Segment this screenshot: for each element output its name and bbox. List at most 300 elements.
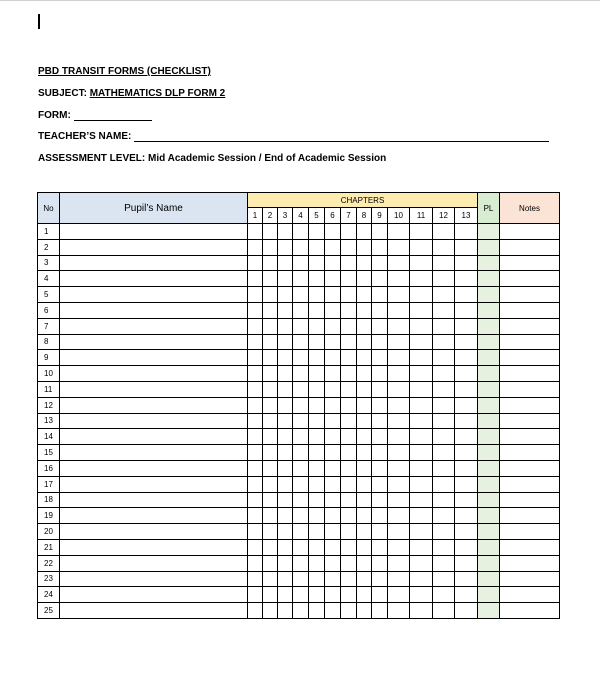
chapter-check-cell[interactable] — [309, 508, 325, 524]
pl-cell[interactable] — [478, 334, 500, 350]
chapter-check-cell[interactable] — [309, 571, 325, 587]
notes-cell[interactable] — [500, 350, 560, 366]
chapter-check-cell[interactable] — [278, 445, 293, 461]
chapter-check-cell[interactable] — [410, 224, 433, 240]
chapter-check-cell[interactable] — [248, 508, 263, 524]
chapter-check-cell[interactable] — [357, 587, 372, 603]
chapter-check-cell[interactable] — [372, 271, 388, 287]
chapter-check-cell[interactable] — [455, 524, 478, 540]
pl-cell[interactable] — [478, 492, 500, 508]
chapter-check-cell[interactable] — [293, 287, 309, 303]
chapter-check-cell[interactable] — [278, 255, 293, 271]
chapter-check-cell[interactable] — [455, 381, 478, 397]
chapter-check-cell[interactable] — [388, 555, 410, 571]
chapter-check-cell[interactable] — [309, 492, 325, 508]
chapter-check-cell[interactable] — [410, 366, 433, 382]
pupil-name-cell[interactable] — [60, 524, 248, 540]
pupil-name-cell[interactable] — [60, 318, 248, 334]
chapter-check-cell[interactable] — [455, 603, 478, 619]
chapter-check-cell[interactable] — [341, 224, 357, 240]
chapter-check-cell[interactable] — [263, 271, 278, 287]
chapter-check-cell[interactable] — [248, 318, 263, 334]
chapter-check-cell[interactable] — [293, 271, 309, 287]
notes-cell[interactable] — [500, 571, 560, 587]
chapter-check-cell[interactable] — [357, 224, 372, 240]
chapter-check-cell[interactable] — [325, 224, 341, 240]
pl-cell[interactable] — [478, 271, 500, 287]
chapter-check-cell[interactable] — [293, 492, 309, 508]
chapter-check-cell[interactable] — [263, 524, 278, 540]
chapter-check-cell[interactable] — [410, 571, 433, 587]
chapter-check-cell[interactable] — [263, 555, 278, 571]
chapter-check-cell[interactable] — [433, 555, 455, 571]
chapter-check-cell[interactable] — [278, 334, 293, 350]
chapter-check-cell[interactable] — [341, 271, 357, 287]
chapter-check-cell[interactable] — [357, 571, 372, 587]
chapter-check-cell[interactable] — [341, 318, 357, 334]
chapter-check-cell[interactable] — [388, 539, 410, 555]
pl-cell[interactable] — [478, 397, 500, 413]
chapter-check-cell[interactable] — [341, 603, 357, 619]
chapter-check-cell[interactable] — [357, 239, 372, 255]
chapter-check-cell[interactable] — [410, 445, 433, 461]
chapter-check-cell[interactable] — [357, 271, 372, 287]
pupil-name-cell[interactable] — [60, 476, 248, 492]
chapter-check-cell[interactable] — [309, 460, 325, 476]
chapter-check-cell[interactable] — [278, 508, 293, 524]
chapter-check-cell[interactable] — [309, 350, 325, 366]
chapter-check-cell[interactable] — [293, 318, 309, 334]
chapter-check-cell[interactable] — [410, 302, 433, 318]
chapter-check-cell[interactable] — [357, 302, 372, 318]
notes-cell[interactable] — [500, 508, 560, 524]
chapter-check-cell[interactable] — [372, 524, 388, 540]
chapter-check-cell[interactable] — [372, 460, 388, 476]
notes-cell[interactable] — [500, 445, 560, 461]
chapter-check-cell[interactable] — [309, 555, 325, 571]
chapter-check-cell[interactable] — [388, 318, 410, 334]
pl-cell[interactable] — [478, 255, 500, 271]
chapter-check-cell[interactable] — [433, 539, 455, 555]
chapter-check-cell[interactable] — [278, 239, 293, 255]
chapter-check-cell[interactable] — [309, 224, 325, 240]
notes-cell[interactable] — [500, 381, 560, 397]
chapter-check-cell[interactable] — [263, 334, 278, 350]
pl-cell[interactable] — [478, 587, 500, 603]
chapter-check-cell[interactable] — [263, 413, 278, 429]
pl-cell[interactable] — [478, 381, 500, 397]
chapter-check-cell[interactable] — [309, 397, 325, 413]
chapter-check-cell[interactable] — [263, 224, 278, 240]
pl-cell[interactable] — [478, 366, 500, 382]
chapter-check-cell[interactable] — [372, 224, 388, 240]
chapter-check-cell[interactable] — [278, 555, 293, 571]
chapter-check-cell[interactable] — [410, 587, 433, 603]
chapter-check-cell[interactable] — [372, 397, 388, 413]
chapter-check-cell[interactable] — [248, 476, 263, 492]
pupil-name-cell[interactable] — [60, 429, 248, 445]
chapter-check-cell[interactable] — [325, 539, 341, 555]
pl-cell[interactable] — [478, 476, 500, 492]
chapter-check-cell[interactable] — [455, 460, 478, 476]
pl-cell[interactable] — [478, 429, 500, 445]
chapter-check-cell[interactable] — [293, 397, 309, 413]
pupil-name-cell[interactable] — [60, 302, 248, 318]
chapter-check-cell[interactable] — [293, 350, 309, 366]
chapter-check-cell[interactable] — [455, 318, 478, 334]
chapter-check-cell[interactable] — [388, 334, 410, 350]
chapter-check-cell[interactable] — [433, 366, 455, 382]
chapter-check-cell[interactable] — [357, 255, 372, 271]
pl-cell[interactable] — [478, 239, 500, 255]
chapter-check-cell[interactable] — [372, 239, 388, 255]
chapter-check-cell[interactable] — [278, 366, 293, 382]
chapter-check-cell[interactable] — [388, 366, 410, 382]
pupil-name-cell[interactable] — [60, 334, 248, 350]
notes-cell[interactable] — [500, 271, 560, 287]
chapter-check-cell[interactable] — [278, 524, 293, 540]
chapter-check-cell[interactable] — [372, 350, 388, 366]
chapter-check-cell[interactable] — [325, 524, 341, 540]
chapter-check-cell[interactable] — [341, 539, 357, 555]
pl-cell[interactable] — [478, 571, 500, 587]
chapter-check-cell[interactable] — [455, 587, 478, 603]
pl-cell[interactable] — [478, 302, 500, 318]
chapter-check-cell[interactable] — [388, 524, 410, 540]
chapter-check-cell[interactable] — [357, 350, 372, 366]
chapter-check-cell[interactable] — [325, 445, 341, 461]
chapter-check-cell[interactable] — [248, 334, 263, 350]
chapter-check-cell[interactable] — [357, 318, 372, 334]
chapter-check-cell[interactable] — [278, 224, 293, 240]
chapter-check-cell[interactable] — [325, 508, 341, 524]
chapter-check-cell[interactable] — [388, 271, 410, 287]
chapter-check-cell[interactable] — [357, 445, 372, 461]
chapter-check-cell[interactable] — [263, 302, 278, 318]
chapter-check-cell[interactable] — [309, 587, 325, 603]
chapter-check-cell[interactable] — [372, 334, 388, 350]
chapter-check-cell[interactable] — [278, 571, 293, 587]
chapter-check-cell[interactable] — [388, 445, 410, 461]
chapter-check-cell[interactable] — [410, 381, 433, 397]
chapter-check-cell[interactable] — [410, 508, 433, 524]
chapter-check-cell[interactable] — [341, 366, 357, 382]
pupil-name-cell[interactable] — [60, 413, 248, 429]
pl-cell[interactable] — [478, 413, 500, 429]
notes-cell[interactable] — [500, 287, 560, 303]
chapter-check-cell[interactable] — [433, 239, 455, 255]
chapter-check-cell[interactable] — [309, 476, 325, 492]
chapter-check-cell[interactable] — [455, 571, 478, 587]
pupil-name-cell[interactable] — [60, 239, 248, 255]
chapter-check-cell[interactable] — [263, 350, 278, 366]
chapter-check-cell[interactable] — [248, 413, 263, 429]
chapter-check-cell[interactable] — [388, 603, 410, 619]
chapter-check-cell[interactable] — [372, 287, 388, 303]
notes-cell[interactable] — [500, 413, 560, 429]
chapter-check-cell[interactable] — [278, 460, 293, 476]
chapter-check-cell[interactable] — [433, 603, 455, 619]
pupil-name-cell[interactable] — [60, 255, 248, 271]
notes-cell[interactable] — [500, 524, 560, 540]
chapter-check-cell[interactable] — [410, 350, 433, 366]
chapter-check-cell[interactable] — [325, 334, 341, 350]
chapter-check-cell[interactable] — [455, 224, 478, 240]
chapter-check-cell[interactable] — [357, 460, 372, 476]
chapter-check-cell[interactable] — [309, 413, 325, 429]
chapter-check-cell[interactable] — [433, 350, 455, 366]
chapter-check-cell[interactable] — [357, 508, 372, 524]
chapter-check-cell[interactable] — [309, 445, 325, 461]
chapter-check-cell[interactable] — [278, 271, 293, 287]
chapter-check-cell[interactable] — [455, 287, 478, 303]
chapter-check-cell[interactable] — [455, 413, 478, 429]
chapter-check-cell[interactable] — [357, 413, 372, 429]
chapter-check-cell[interactable] — [455, 271, 478, 287]
chapter-check-cell[interactable] — [325, 287, 341, 303]
chapter-check-cell[interactable] — [293, 603, 309, 619]
chapter-check-cell[interactable] — [248, 287, 263, 303]
chapter-check-cell[interactable] — [263, 492, 278, 508]
chapter-check-cell[interactable] — [293, 429, 309, 445]
chapter-check-cell[interactable] — [278, 492, 293, 508]
chapter-check-cell[interactable] — [341, 508, 357, 524]
chapter-check-cell[interactable] — [388, 239, 410, 255]
chapter-check-cell[interactable] — [410, 492, 433, 508]
chapter-check-cell[interactable] — [410, 271, 433, 287]
chapter-check-cell[interactable] — [372, 413, 388, 429]
chapter-check-cell[interactable] — [410, 413, 433, 429]
chapter-check-cell[interactable] — [341, 413, 357, 429]
chapter-check-cell[interactable] — [357, 287, 372, 303]
chapter-check-cell[interactable] — [372, 492, 388, 508]
chapter-check-cell[interactable] — [372, 302, 388, 318]
chapter-check-cell[interactable] — [372, 366, 388, 382]
chapter-check-cell[interactable] — [455, 366, 478, 382]
chapter-check-cell[interactable] — [388, 460, 410, 476]
chapter-check-cell[interactable] — [293, 555, 309, 571]
chapter-check-cell[interactable] — [309, 381, 325, 397]
pupil-name-cell[interactable] — [60, 350, 248, 366]
chapter-check-cell[interactable] — [410, 287, 433, 303]
chapter-check-cell[interactable] — [388, 587, 410, 603]
chapter-check-cell[interactable] — [388, 508, 410, 524]
notes-cell[interactable] — [500, 397, 560, 413]
chapter-check-cell[interactable] — [248, 397, 263, 413]
chapter-check-cell[interactable] — [455, 334, 478, 350]
pl-cell[interactable] — [478, 224, 500, 240]
chapter-check-cell[interactable] — [410, 429, 433, 445]
pupil-name-cell[interactable] — [60, 445, 248, 461]
chapter-check-cell[interactable] — [455, 397, 478, 413]
chapter-check-cell[interactable] — [372, 476, 388, 492]
chapter-check-cell[interactable] — [357, 476, 372, 492]
chapter-check-cell[interactable] — [248, 302, 263, 318]
pupil-name-cell[interactable] — [60, 555, 248, 571]
chapter-check-cell[interactable] — [325, 302, 341, 318]
chapter-check-cell[interactable] — [433, 224, 455, 240]
chapter-check-cell[interactable] — [410, 603, 433, 619]
chapter-check-cell[interactable] — [388, 397, 410, 413]
chapter-check-cell[interactable] — [388, 350, 410, 366]
chapter-check-cell[interactable] — [433, 508, 455, 524]
chapter-check-cell[interactable] — [248, 271, 263, 287]
pupil-name-cell[interactable] — [60, 539, 248, 555]
chapter-check-cell[interactable] — [293, 524, 309, 540]
chapter-check-cell[interactable] — [293, 571, 309, 587]
chapter-check-cell[interactable] — [248, 255, 263, 271]
chapter-check-cell[interactable] — [433, 287, 455, 303]
chapter-check-cell[interactable] — [263, 445, 278, 461]
chapter-check-cell[interactable] — [293, 587, 309, 603]
chapter-check-cell[interactable] — [372, 255, 388, 271]
chapter-check-cell[interactable] — [455, 429, 478, 445]
pupil-name-cell[interactable] — [60, 587, 248, 603]
chapter-check-cell[interactable] — [410, 397, 433, 413]
chapter-check-cell[interactable] — [263, 255, 278, 271]
chapter-check-cell[interactable] — [388, 381, 410, 397]
chapter-check-cell[interactable] — [293, 366, 309, 382]
chapter-check-cell[interactable] — [341, 350, 357, 366]
chapter-check-cell[interactable] — [309, 429, 325, 445]
notes-cell[interactable] — [500, 539, 560, 555]
notes-cell[interactable] — [500, 224, 560, 240]
chapter-check-cell[interactable] — [263, 539, 278, 555]
chapter-check-cell[interactable] — [388, 492, 410, 508]
chapter-check-cell[interactable] — [357, 524, 372, 540]
chapter-check-cell[interactable] — [433, 302, 455, 318]
pupil-name-cell[interactable] — [60, 271, 248, 287]
chapter-check-cell[interactable] — [341, 397, 357, 413]
chapter-check-cell[interactable] — [325, 381, 341, 397]
chapter-check-cell[interactable] — [263, 571, 278, 587]
notes-cell[interactable] — [500, 603, 560, 619]
chapter-check-cell[interactable] — [341, 571, 357, 587]
chapter-check-cell[interactable] — [309, 287, 325, 303]
chapter-check-cell[interactable] — [293, 476, 309, 492]
chapter-check-cell[interactable] — [248, 381, 263, 397]
chapter-check-cell[interactable] — [341, 460, 357, 476]
chapter-check-cell[interactable] — [325, 460, 341, 476]
chapter-check-cell[interactable] — [248, 555, 263, 571]
chapter-check-cell[interactable] — [293, 302, 309, 318]
notes-cell[interactable] — [500, 555, 560, 571]
chapter-check-cell[interactable] — [388, 224, 410, 240]
chapter-check-cell[interactable] — [278, 476, 293, 492]
chapter-check-cell[interactable] — [263, 587, 278, 603]
chapter-check-cell[interactable] — [248, 603, 263, 619]
chapter-check-cell[interactable] — [341, 302, 357, 318]
chapter-check-cell[interactable] — [309, 334, 325, 350]
chapter-check-cell[interactable] — [357, 539, 372, 555]
chapter-check-cell[interactable] — [248, 539, 263, 555]
chapter-check-cell[interactable] — [341, 524, 357, 540]
chapter-check-cell[interactable] — [248, 445, 263, 461]
pl-cell[interactable] — [478, 555, 500, 571]
chapter-check-cell[interactable] — [309, 239, 325, 255]
chapter-check-cell[interactable] — [325, 350, 341, 366]
chapter-check-cell[interactable] — [433, 429, 455, 445]
chapter-check-cell[interactable] — [341, 287, 357, 303]
chapter-check-cell[interactable] — [410, 524, 433, 540]
chapter-check-cell[interactable] — [278, 429, 293, 445]
chapter-check-cell[interactable] — [357, 397, 372, 413]
chapter-check-cell[interactable] — [357, 366, 372, 382]
chapter-check-cell[interactable] — [455, 492, 478, 508]
chapter-check-cell[interactable] — [455, 350, 478, 366]
pupil-name-cell[interactable] — [60, 397, 248, 413]
chapter-check-cell[interactable] — [293, 445, 309, 461]
chapter-check-cell[interactable] — [248, 524, 263, 540]
chapter-check-cell[interactable] — [455, 302, 478, 318]
chapter-check-cell[interactable] — [325, 603, 341, 619]
chapter-check-cell[interactable] — [293, 508, 309, 524]
pupil-name-cell[interactable] — [60, 492, 248, 508]
chapter-check-cell[interactable] — [263, 476, 278, 492]
chapter-check-cell[interactable] — [433, 318, 455, 334]
pupil-name-cell[interactable] — [60, 603, 248, 619]
chapter-check-cell[interactable] — [410, 239, 433, 255]
chapter-check-cell[interactable] — [293, 255, 309, 271]
chapter-check-cell[interactable] — [372, 555, 388, 571]
chapter-check-cell[interactable] — [357, 603, 372, 619]
chapter-check-cell[interactable] — [372, 318, 388, 334]
chapter-check-cell[interactable] — [341, 429, 357, 445]
notes-cell[interactable] — [500, 334, 560, 350]
chapter-check-cell[interactable] — [293, 334, 309, 350]
chapter-check-cell[interactable] — [372, 445, 388, 461]
chapter-check-cell[interactable] — [248, 350, 263, 366]
chapter-check-cell[interactable] — [263, 603, 278, 619]
chapter-check-cell[interactable] — [263, 397, 278, 413]
chapter-check-cell[interactable] — [433, 445, 455, 461]
chapter-check-cell[interactable] — [455, 476, 478, 492]
chapter-check-cell[interactable] — [325, 413, 341, 429]
chapter-check-cell[interactable] — [433, 255, 455, 271]
chapter-check-cell[interactable] — [293, 224, 309, 240]
chapter-check-cell[interactable] — [309, 302, 325, 318]
chapter-check-cell[interactable] — [388, 413, 410, 429]
chapter-check-cell[interactable] — [278, 287, 293, 303]
chapter-check-cell[interactable] — [278, 302, 293, 318]
chapter-check-cell[interactable] — [263, 366, 278, 382]
chapter-check-cell[interactable] — [455, 539, 478, 555]
chapter-check-cell[interactable] — [278, 587, 293, 603]
chapter-check-cell[interactable] — [325, 571, 341, 587]
chapter-check-cell[interactable] — [325, 271, 341, 287]
chapter-check-cell[interactable] — [455, 255, 478, 271]
chapter-check-cell[interactable] — [263, 381, 278, 397]
form-blank[interactable] — [74, 110, 152, 121]
chapter-check-cell[interactable] — [357, 492, 372, 508]
chapter-check-cell[interactable] — [293, 460, 309, 476]
chapter-check-cell[interactable] — [278, 603, 293, 619]
chapter-check-cell[interactable] — [433, 271, 455, 287]
chapter-check-cell[interactable] — [309, 524, 325, 540]
pl-cell[interactable] — [478, 445, 500, 461]
chapter-check-cell[interactable] — [341, 492, 357, 508]
chapter-check-cell[interactable] — [388, 255, 410, 271]
chapter-check-cell[interactable] — [372, 587, 388, 603]
notes-cell[interactable] — [500, 255, 560, 271]
chapter-check-cell[interactable] — [410, 476, 433, 492]
chapter-check-cell[interactable] — [325, 587, 341, 603]
chapter-check-cell[interactable] — [309, 603, 325, 619]
chapter-check-cell[interactable] — [433, 397, 455, 413]
chapter-check-cell[interactable] — [357, 555, 372, 571]
chapter-check-cell[interactable] — [455, 508, 478, 524]
chapter-check-cell[interactable] — [278, 413, 293, 429]
